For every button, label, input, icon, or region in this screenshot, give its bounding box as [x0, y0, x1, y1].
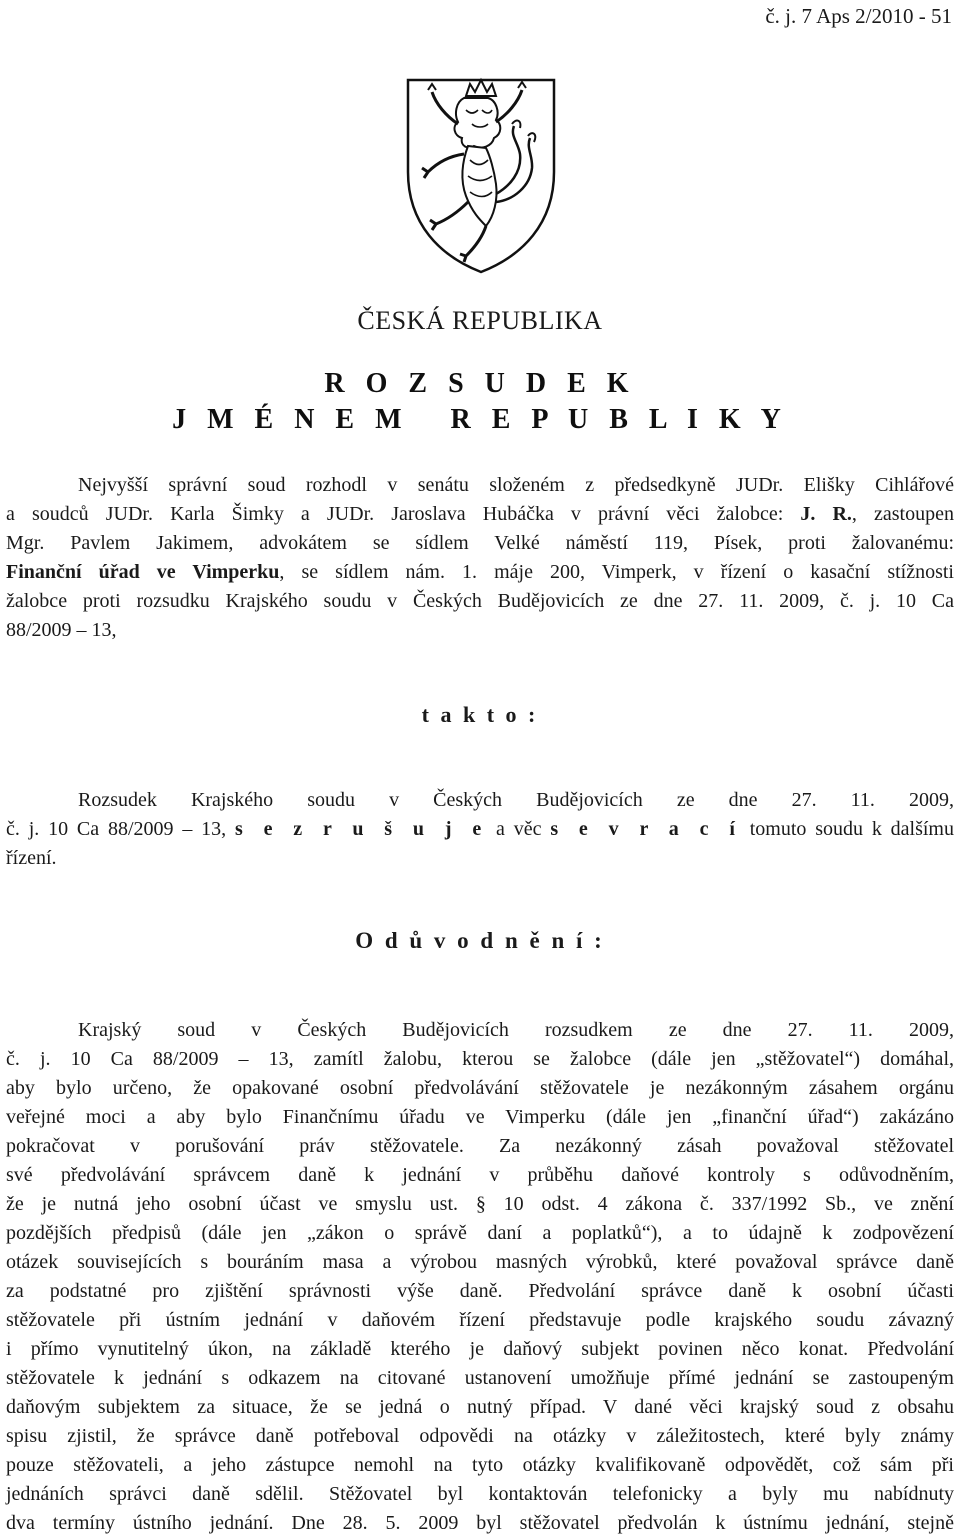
reasoning-line: pouze stěžovateli, a jeho zástupce nemohl na tyto otázky kvalifikovaně odpovědět, což sám při — [6, 1454, 954, 1476]
document-title: R O Z S U D E K — [324, 368, 636, 399]
reasoning-line: spisu zjistil, že správce daně potřeboval odpovědi na otázky v záležitostech, které byly známy — [6, 1425, 954, 1447]
verdict-line: Rozsudek Krajského soudu v Českých Budějovicích ze dne 27. 11. 2009, — [78, 789, 954, 811]
reasoning-line: dva termíny ústního jednání. Dne 28. 5. 2009 byl stěžovatel předvolán k ústnímu jednání, stejně — [6, 1512, 954, 1534]
reasoning-line: stěžovatele při ústním jednání v daňovém řízení představuje podle krajského soudu závazný — [6, 1309, 954, 1331]
czech-lion-coat-of-arms-icon — [402, 76, 560, 276]
reasoning-line: otázek souvisejících s bouráním masa a výrobou masných výrobků, které považoval správce daně — [6, 1251, 954, 1273]
intro-line: žalobce proti rozsudku Krajského soudu v Českých Budějovicích ze dne 27. 11. 2009, č. j. 10 Ca — [6, 590, 954, 612]
reasoning-line: daňovým subjektem za situace, že se jedná o nutný případ. V dané věci krajský soud z obsahu — [6, 1396, 954, 1418]
reasoning-line: své předvolávání správcem daně k jednání v průběhu daňové kontroly s odůvodněním, — [6, 1164, 954, 1186]
intro-line: Mgr. Pavlem Jakimem, advokátem se sídlem Velké náměstí 119, Písek, proti žalovanému: — [6, 532, 954, 554]
intro-line — [6, 471, 954, 500]
intro-line — [6, 500, 954, 529]
verdict-annul: s e z r u š u j e — [234, 818, 488, 840]
reasoning-heading: O d ů v o d n ě n í : — [355, 928, 605, 953]
intro-line — [6, 558, 954, 587]
takto-heading: t a k t o : — [421, 702, 539, 727]
reasoning-line: pokračovat v porušování práv stěžovatele. Za nezákonný zásah považoval stěžovatel — [6, 1135, 954, 1157]
reasoning-line: za podstatné pro zjištění správnosti výše daně. Předvolání správce daně k osobní účasti — [6, 1280, 954, 1302]
reasoning-line: stěžovatele k jednání s odkazem na citované ustanovení umožňuje přímé jednání se zastoupeným — [6, 1367, 954, 1389]
verdict-line — [6, 815, 954, 844]
reasoning-line: Krajský soud v Českých Budějovicích rozsudkem ze dne 27. 11. 2009, — [78, 1019, 954, 1041]
verdict-text: tomuto soudu k dalšímu — [740, 818, 954, 840]
intro-line: 88/2009 – 13, — [6, 619, 117, 641]
verdict-line: řízení. — [6, 847, 57, 869]
intro-text: , zastoupen — [851, 503, 954, 525]
reasoning-line: že je nutná jeho osobní účast ve smyslu ust. § 10 odst. 4 zákona č. 337/1992 Sb., ve znění — [6, 1193, 954, 1215]
intro-text: a soudců JUDr. Karla Šimky a JUDr. Jaroslava Hubáčka v právní věci žalobce: — [6, 503, 801, 525]
defendant-name: Finanční úřad ve Vimperku — [6, 561, 280, 583]
reasoning-line: jednáních správci daně sdělil. Stěžovatel byl kontaktován telefonicky a byly mu nabídnuty — [6, 1483, 954, 1505]
plaintiff-name: J. R. — [800, 503, 852, 525]
case-reference: č. j. 7 Aps 2/2010 - 51 — [765, 4, 952, 28]
country-name: ČESKÁ REPUBLIKA — [357, 306, 603, 335]
verdict-return: s e v r a c í — [550, 818, 741, 840]
reasoning-line: aby bylo určeno, že opakované osobní předvolávání stěžovatele je nezákonným zásahem orgánu — [6, 1077, 954, 1099]
reasoning-line: č. j. 10 Ca 88/2009 – 13, zamítl žalobu, kterou se žalobce (dále jen „stěžovatel“) domáhal, — [6, 1048, 954, 1070]
verdict-text: č. j. 10 Ca 88/2009 – 13, — [6, 818, 235, 840]
reasoning-line: i přímo vynutitelný úkon, na základě kterého je daňový subjekt povinen něco konat. Předvolání — [6, 1338, 954, 1360]
reasoning-line: veřejné moci a aby bylo Finančnímu úřadu ve Vimperku (dále jen „finanční úřad“) zakázáno — [6, 1106, 954, 1128]
intro-text: , se sídlem nám. 1. máje 200, Vimperk, v řízení o kasační stížnosti — [279, 561, 954, 583]
document-subtitle: J M É N E M R E P U B L I K Y — [172, 404, 788, 435]
verdict-text: a věc — [487, 818, 551, 840]
intro-text: Nejvyšší správní soud rozhodl v senátu složeném z předsedkyně JUDr. Elišky Cihlářové — [78, 474, 954, 496]
reasoning-line: pozdějších předpisů (dále jen „zákon o správě daní a poplatků“), a to údajně k zodpovězení — [6, 1222, 954, 1244]
